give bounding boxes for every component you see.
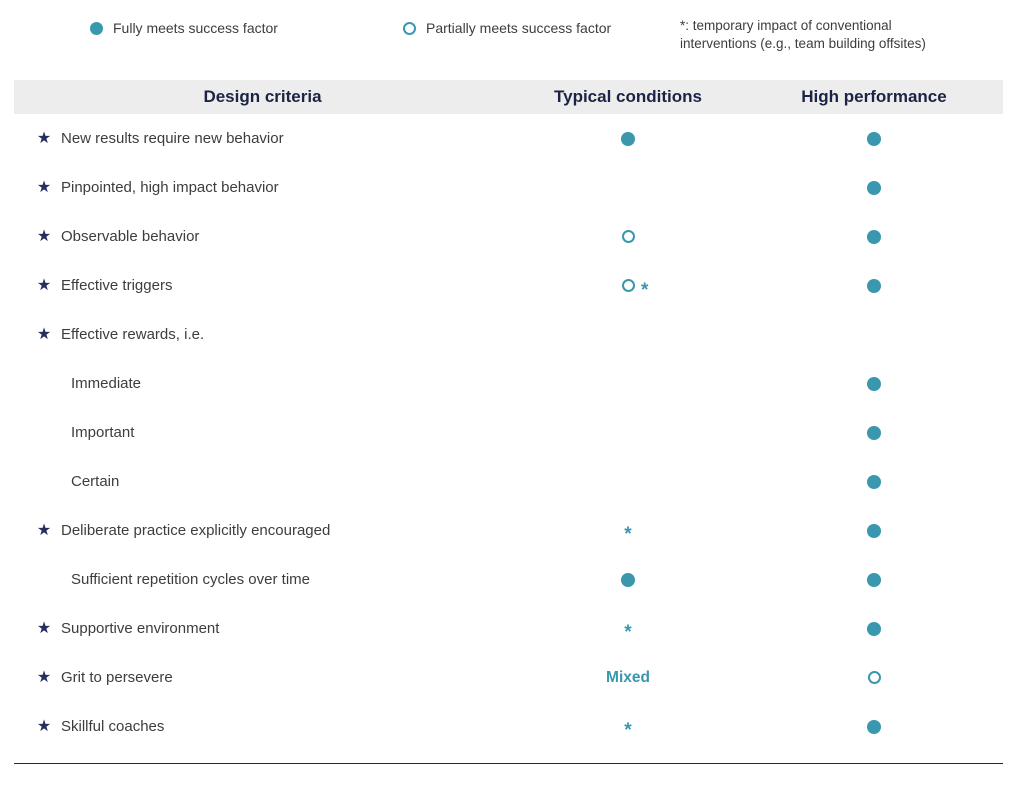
high-performance-cell: [745, 261, 1003, 310]
high-performance-cell: [745, 457, 1003, 506]
legend-label-partially-meets: Partially meets success factor: [426, 20, 612, 36]
circle-marker-icon: [867, 377, 881, 391]
asterisk-note: [680, 17, 980, 53]
circle-marker-icon: [867, 230, 881, 244]
typical-conditions-cell: [511, 261, 745, 310]
circle-marker-icon: [622, 279, 635, 292]
typical-conditions-cell: [511, 310, 745, 359]
typical-conditions-cell: [511, 163, 745, 212]
typical-conditions-cell: [511, 359, 745, 408]
typical-conditions-cell: [511, 506, 745, 555]
open-circle-icon: [403, 22, 416, 35]
criteria-cell: [14, 473, 511, 490]
high-performance-cell: [745, 212, 1003, 261]
star-icon: ★: [36, 717, 52, 735]
criteria-label: Sufficient repetition cycles over time: [71, 571, 310, 588]
circle-marker-icon: [621, 132, 635, 146]
criteria-label: Effective rewards, i.e.: [61, 326, 205, 343]
high-performance-cell: [745, 163, 1003, 212]
criteria-label: Pinpointed, high impact behavior: [61, 179, 279, 196]
circle-marker-icon: [867, 720, 881, 734]
criteria-label: Important: [71, 424, 135, 441]
asterisk-note-line1: *: temporary impact of conventional: [680, 18, 892, 33]
criteria-cell: [14, 277, 511, 294]
typical-conditions-cell: [511, 653, 745, 702]
table-row: [14, 163, 1003, 212]
circle-marker-icon: [867, 426, 881, 440]
circle-marker-icon: [621, 573, 635, 587]
table-row: [14, 457, 1003, 506]
typical-conditions-cell: [511, 604, 745, 653]
high-performance-cell: [745, 506, 1003, 555]
column-header-typical-conditions: Typical conditions: [554, 87, 702, 106]
typical-conditions-cell: [511, 114, 745, 163]
star-icon: ★: [36, 276, 52, 294]
criteria-label: New results require new behavior: [61, 130, 284, 147]
legend: [0, 0, 1017, 80]
star-icon: ★: [36, 227, 52, 245]
criteria-label: Effective triggers: [61, 277, 173, 294]
typical-conditions-cell: [511, 408, 745, 457]
table-row: [14, 359, 1003, 408]
criteria-label: Grit to persevere: [61, 669, 173, 686]
bottom-divider: [14, 763, 1003, 764]
filled-circle-icon: [90, 22, 103, 35]
high-performance-cell: [745, 604, 1003, 653]
criteria-label: Observable behavior: [61, 228, 200, 245]
cell-text-marker: Mixed: [606, 668, 650, 686]
legend-label-fully-meets: Fully meets success factor: [113, 20, 278, 36]
criteria-cell: [14, 522, 511, 539]
circle-marker-icon: [868, 671, 881, 684]
table-row: [14, 604, 1003, 653]
typical-conditions-cell: [511, 702, 745, 751]
high-performance-cell: [745, 555, 1003, 604]
table-row: [14, 408, 1003, 457]
circle-marker-icon: [867, 524, 881, 538]
criteria-label: Skillful coaches: [61, 718, 165, 735]
criteria-cell: [14, 130, 511, 147]
circle-marker-icon: [867, 573, 881, 587]
typical-conditions-cell: [511, 555, 745, 604]
criteria-label: Deliberate practice explicitly encouraged: [61, 522, 331, 539]
star-icon: ★: [36, 129, 52, 147]
circle-marker-icon: [867, 181, 881, 195]
criteria-cell: [14, 326, 511, 343]
star-icon: ★: [36, 619, 52, 637]
comparison-table: [14, 80, 1003, 751]
criteria-label: Certain: [71, 473, 120, 490]
criteria-cell: [14, 718, 511, 735]
table-row: [14, 261, 1003, 310]
legend-item-fully-meets: [90, 17, 403, 39]
star-icon: ★: [36, 325, 52, 343]
legend-item-partially-meets: [403, 17, 680, 39]
criteria-cell: [14, 571, 511, 588]
table-row: [14, 212, 1003, 261]
typical-conditions-cell: [511, 457, 745, 506]
circle-marker-icon: [867, 132, 881, 146]
criteria-cell: [14, 424, 511, 441]
table-header: [14, 80, 1003, 114]
table-row: [14, 114, 1003, 163]
cell-text-marker: *: [624, 524, 632, 545]
high-performance-cell: [745, 653, 1003, 702]
criteria-cell: [14, 620, 511, 637]
circle-marker-icon: [867, 622, 881, 636]
circle-marker-icon: [867, 279, 881, 293]
circle-marker-icon: [867, 475, 881, 489]
high-performance-cell: [745, 114, 1003, 163]
table-row: [14, 653, 1003, 702]
table-row: [14, 702, 1003, 751]
table-row: [14, 555, 1003, 604]
criteria-cell: [14, 228, 511, 245]
cell-text-marker: *: [624, 720, 632, 741]
star-icon: ★: [36, 668, 52, 686]
table-row: [14, 506, 1003, 555]
column-header-design-criteria: Design criteria: [203, 87, 322, 106]
criteria-label: Supportive environment: [61, 620, 220, 637]
criteria-cell: [14, 669, 511, 686]
high-performance-cell: [745, 359, 1003, 408]
circle-marker-icon: [622, 230, 635, 243]
star-icon: ★: [36, 178, 52, 196]
criteria-cell: [14, 179, 511, 196]
cell-text-marker: *: [641, 279, 649, 301]
high-performance-cell: [745, 408, 1003, 457]
criteria-label: Immediate: [71, 375, 142, 392]
high-performance-cell: [745, 702, 1003, 751]
criteria-cell: [14, 375, 511, 392]
typical-conditions-cell: [511, 212, 745, 261]
star-icon: ★: [36, 521, 52, 539]
cell-text-marker: *: [624, 622, 632, 643]
asterisk-note-line2: interventions (e.g., team building offsites): [680, 36, 926, 51]
table-row: [14, 310, 1003, 359]
column-header-high-performance: High performance: [801, 87, 947, 106]
high-performance-cell: [745, 310, 1003, 359]
